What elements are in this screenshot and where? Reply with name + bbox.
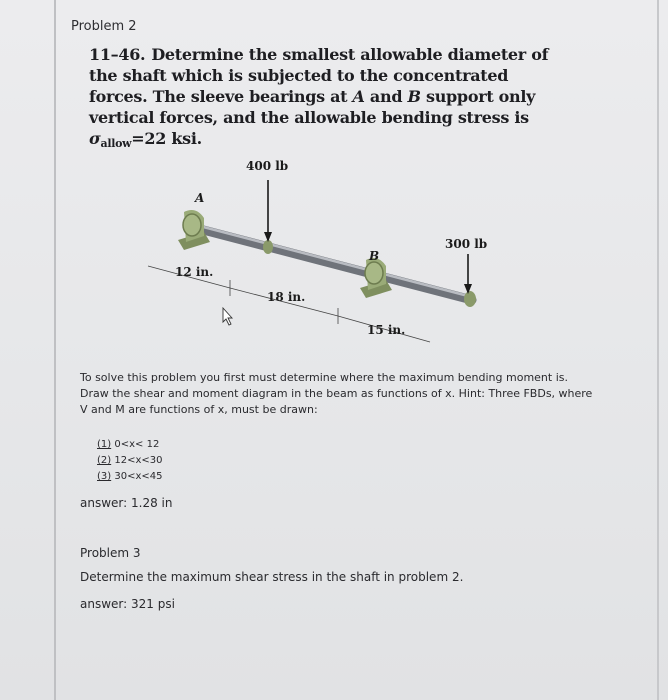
bearing-a-label: A — [195, 191, 205, 205]
dim-15-label: 15 in. — [367, 323, 406, 337]
problem-3-statement: Determine the maximum shear stress in the shaft in problem 2. — [80, 570, 464, 584]
range-item — [97, 437, 162, 453]
collar-left — [263, 240, 273, 254]
sigma-symbol: σ — [89, 129, 101, 148]
load-300-label: 300 lb — [445, 237, 488, 251]
and-text: and — [364, 87, 408, 106]
range-item — [97, 469, 162, 485]
shaft-highlight — [188, 223, 472, 297]
problem-number: 11–46. — [89, 45, 146, 64]
problem-3-heading: Problem 3 — [80, 546, 141, 560]
bearing-b-label: B — [369, 249, 380, 263]
collar-right — [464, 291, 476, 307]
shaft — [188, 226, 472, 300]
page-border-right — [657, 0, 659, 700]
range-value: 30<x<45 — [114, 471, 163, 482]
sigma-subscript: allow — [100, 137, 132, 150]
range-value: 0<x< 12 — [114, 439, 160, 450]
problem-2-statement — [89, 44, 559, 154]
statement-main: Determine the smallest allowable diameter of the shaft which is subjected to the concentrated forces. The sleeve bearings at — [89, 45, 549, 106]
page-border-left — [54, 0, 56, 700]
problem-2-answer: answer: 1.28 in — [80, 496, 173, 510]
stress-value: =22 ksi. — [131, 129, 202, 148]
problem-3-answer: answer: 321 psi — [80, 597, 175, 611]
statement-rest: support only vertical forces, and the allowable bending stress is — [89, 87, 536, 127]
dim-12-label: 12 in. — [175, 265, 214, 279]
range-value: 12<x<30 — [114, 455, 163, 466]
cursor-icon — [223, 308, 232, 325]
range-index: (2) — [97, 455, 112, 466]
dim-18-label: 18 in. — [267, 290, 306, 304]
force-400-arrowhead — [264, 232, 272, 242]
bearing-a-ref: A — [352, 87, 365, 106]
range-index: (1) — [97, 439, 112, 450]
range-index: (3) — [97, 471, 112, 482]
load-400-label: 400 lb — [246, 159, 289, 173]
shaft-figure — [140, 148, 500, 358]
problem-2-heading: Problem 2 — [71, 19, 137, 34]
range-list — [97, 437, 162, 485]
instructions-text: To solve this problem you first must determine where the maximum bending moment is. Draw the shear and moment diagram in the beam as functions of x. Hint: Three FBDs, where V and M are functions of x, must be drawn: — [80, 371, 593, 416]
range-item — [97, 453, 162, 469]
bearing-b-ref: B — [407, 87, 421, 106]
